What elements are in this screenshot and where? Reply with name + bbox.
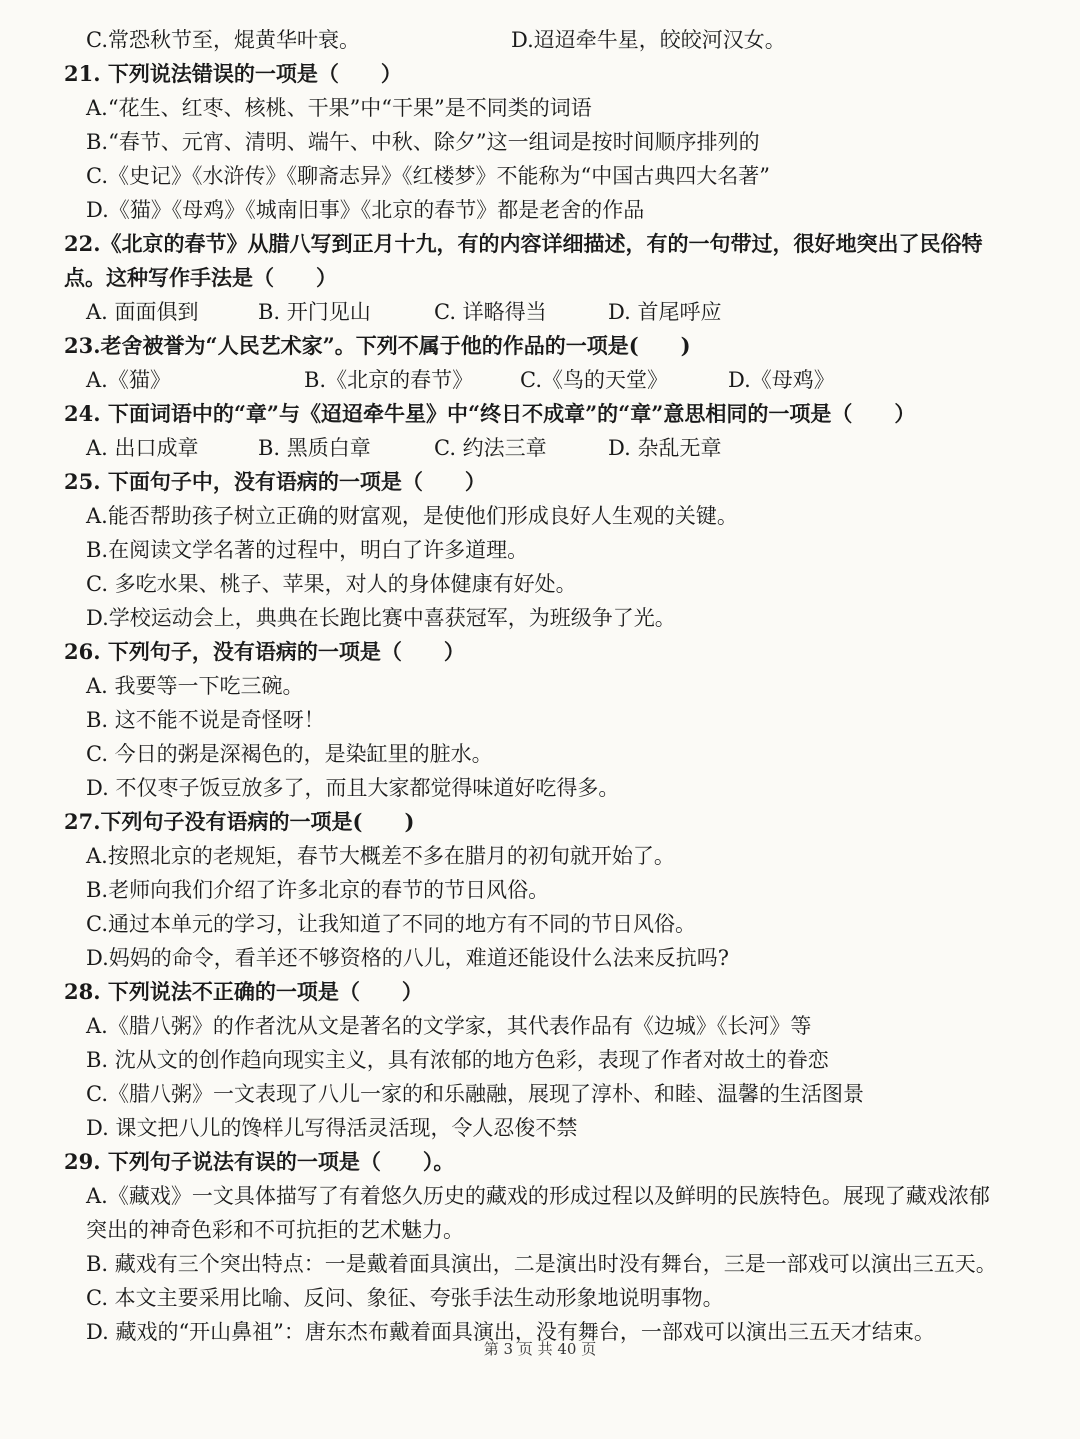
question-28-option-d: D. 课文把八儿的馋样儿写得活灵活现，令人忍俊不禁 (86, 1116, 578, 1140)
question-28-option-c: C.《腊八粥》一文表现了八儿一家的和乐融融，展现了淳朴、和睦、温馨的生活图景 (86, 1082, 864, 1106)
question-27: 27.下列句子没有语病的一项是( ) (64, 809, 415, 834)
question-29-option-b: B. 藏戏有三个突出特点：一是戴着面具演出，二是演出时没有舞台，三是一部戏可以演出三五天。 (86, 1252, 997, 1276)
question-24-option-c: C. 约法三章 (434, 436, 547, 460)
question-23-option-b: B.《北京的春节》 (304, 368, 474, 392)
question-23-option-d: D.《母鸡》 (728, 368, 835, 392)
question-24-option-d: D. 杂乱无章 (608, 436, 722, 460)
option-d: D.迢迢牵牛星，皎皎河汉女。 (511, 28, 786, 52)
question-21-option-c: C.《史记》《水浒传》《聊斋志异》《红楼梦》不能称为“中国古典四大名著” (86, 164, 770, 188)
option-c: C.常恐秋节至，焜黄华叶衰。 (86, 28, 360, 52)
question-23: 23.老舍被誉为“人民艺术家”。下列不属于他的作品的一项是( ) (64, 333, 691, 358)
question-22-option-d: D. 首尾呼应 (608, 300, 722, 324)
question-27-option-b: B.老师向我们介绍了许多北京的春节的节日风俗。 (86, 878, 550, 902)
question-22-option-c: C. 详略得当 (434, 300, 547, 324)
question-26-option-d: D. 不仅枣子饭豆放多了，而且大家都觉得味道好吃得多。 (86, 776, 620, 800)
question-26-option-a: A. 我要等一下吃三碗。 (86, 674, 304, 698)
question-27-option-d: D.妈妈的命令，看羊还不够资格的八儿，难道还能设什么法来反抗吗? (86, 946, 730, 970)
question-28: 28. 下列说法不正确的一项是（ ） (64, 979, 423, 1004)
question-21: 21. 下列说法错误的一项是（ ） (64, 61, 402, 86)
question-29-option-d: D. 藏戏的“开山鼻祖”：唐东杰布戴着面具演出，没有舞台，一部戏可以演出三五天才结束。 (86, 1320, 935, 1344)
question-24-option-a: A. 出口成章 (86, 436, 199, 460)
question-25-option-a: A.能否帮助孩子树立正确的财富观，是使他们形成良好人生观的关键。 (86, 504, 738, 528)
question-28-option-a: A.《腊八粥》的作者沈从文是著名的文学家，其代表作品有《边城》《长河》等 (86, 1014, 812, 1038)
question-29: 29. 下列句子说法有误的一项是（ ）。 (64, 1149, 455, 1174)
question-22-option-b: B. 开门见山 (258, 300, 371, 324)
question-26-option-b: B. 这不能不说是奇怪呀！ (86, 708, 325, 732)
question-28-option-b: B. 沈从文的创作趋向现实主义，具有浓郁的地方色彩，表现了作者对故土的眷恋 (86, 1048, 829, 1072)
question-26-option-c: C. 今日的粥是深褐色的，是染缸里的脏水。 (86, 742, 493, 766)
question-25-option-d: D.学校运动会上，典典在长跑比赛中喜获冠军，为班级争了光。 (86, 606, 676, 630)
question-29-option-a-continued: 突出的神奇色彩和不可抗拒的艺术魅力。 (86, 1218, 464, 1242)
question-21-option-a: A.“花生、红枣、核桃、干果”中“干果”是不同类的词语 (86, 96, 592, 120)
question-29-option-c: C. 本文主要采用比喻、反问、象征、夸张手法生动形象地说明事物。 (86, 1286, 724, 1310)
question-29-option-a: A.《藏戏》一文具体描写了有着悠久历史的藏戏的形成过程以及鲜明的民族特色。展现了藏戏浓郁 (86, 1184, 990, 1208)
question-25: 25. 下面句子中，没有语病的一项是（ ） (64, 469, 486, 494)
question-27-option-a: A.按照北京的老规矩，春节大概差不多在腊月的初旬就开始了。 (86, 844, 675, 868)
question-26: 26. 下列句子，没有语病的一项是（ ） (64, 639, 465, 664)
question-21-option-d: D.《猫》《母鸡》《城南旧事》《北京的春节》都是老舍的作品 (86, 198, 645, 222)
question-23-option-c: C.《鸟的天堂》 (520, 368, 668, 392)
question-25-option-c: C. 多吃水果、桃子、苹果，对人的身体健康有好处。 (86, 572, 577, 596)
question-27-option-c: C.通过本单元的学习，让我知道了不同的地方有不同的节日风俗。 (86, 912, 696, 936)
question-22: 22.《北京的春节》从腊八写到正月十九，有的内容详细描述，有的一句带过，很好地突出了民俗特 (64, 231, 983, 256)
question-24-option-b: B. 黑质白章 (258, 436, 371, 460)
question-22-option-a: A. 面面俱到 (86, 300, 199, 324)
page-number: 第 3 页 共 40 页 (483, 1340, 597, 1358)
question-21-option-b: B.“春节、元宵、清明、端午、中秋、除夕”这一组词是按时间顺序排列的 (86, 130, 760, 154)
question-23-option-a: A.《猫》 (86, 368, 171, 392)
question-22-continued: 点。这种写作手法是（ ） (64, 265, 337, 290)
question-25-option-b: B.在阅读文学名著的过程中，明白了许多道理。 (86, 538, 529, 562)
question-24: 24. 下面词语中的“章”与《迢迢牵牛星》中“终日不成章”的“章”意思相同的一项是（ ） (64, 401, 916, 426)
